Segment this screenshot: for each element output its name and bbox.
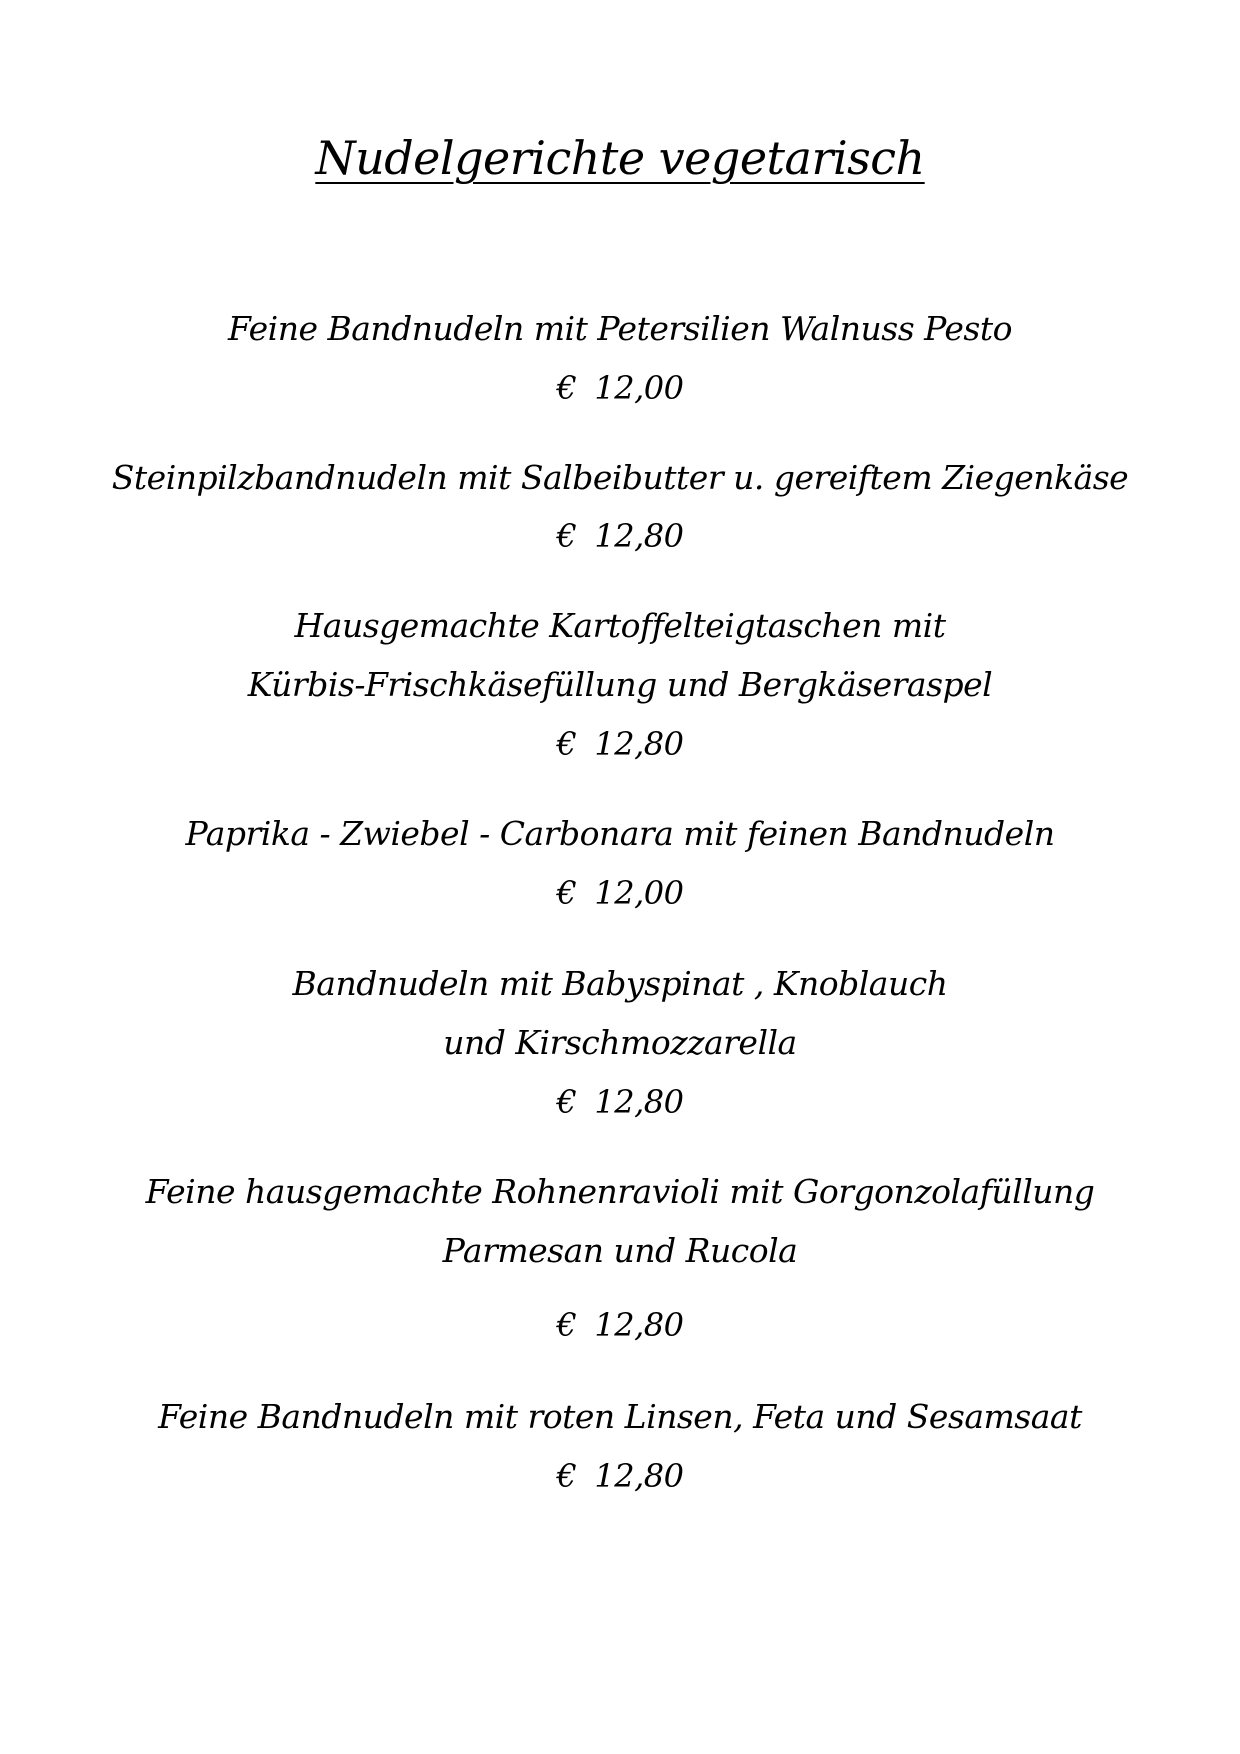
currency-symbol: € [556, 874, 577, 912]
currency-symbol: € [556, 1306, 577, 1344]
menu-item-description: Bandnudeln mit Babyspinat , Knoblauch [292, 964, 948, 1003]
price-value: 12,80 [594, 517, 684, 555]
menu-item-description: Feine hausgemachte Rohnenravioli mit Gorgonzolafüllung [145, 1172, 1095, 1211]
menu-item-price [0, 722, 1240, 766]
currency-symbol: € [556, 369, 577, 407]
price-value: 12,80 [594, 1457, 684, 1495]
menu-item-description: Hausgemachte Kartoffelteigtaschen mit [294, 606, 946, 645]
menu-item-price [0, 514, 1240, 558]
menu-item-description: Paprika - Zwiebel - Carbonara mit feinen Bandnudeln [185, 814, 1055, 853]
price-value: 12,80 [594, 1083, 684, 1121]
menu-item-description: Steinpilzbandnudeln mit Salbeibutter u. gereiftem Ziegenkäse [111, 458, 1129, 497]
menu-title [0, 128, 1240, 188]
menu-item-description: Parmesan und Rucola [442, 1231, 798, 1270]
menu-item-price [0, 366, 1240, 410]
menu-item-price [0, 1303, 1240, 1347]
currency-symbol: € [556, 1457, 577, 1495]
menu-item-price [0, 1080, 1240, 1124]
menu-title-text: Nudelgerichte vegetarisch [315, 131, 925, 185]
currency-symbol: € [556, 517, 577, 555]
price-value: 12,80 [594, 1306, 684, 1344]
price-value: 12,00 [594, 874, 684, 912]
menu-item-description: und Kirschmozzarella [443, 1023, 797, 1062]
price-value: 12,80 [594, 725, 684, 763]
currency-symbol: € [556, 1083, 577, 1121]
menu-item-description: Kürbis-Frischkäsefüllung und Bergkäseraspel [247, 665, 993, 704]
price-value: 12,00 [594, 369, 684, 407]
menu-item-description: Feine Bandnudeln mit roten Linsen, Feta und Sesamsaat [158, 1397, 1082, 1436]
menu-item-price [0, 871, 1240, 915]
menu-item-price [0, 1454, 1240, 1498]
currency-symbol: € [556, 725, 577, 763]
menu-item-description: Feine Bandnudeln mit Petersilien Walnuss Pesto [228, 309, 1012, 348]
